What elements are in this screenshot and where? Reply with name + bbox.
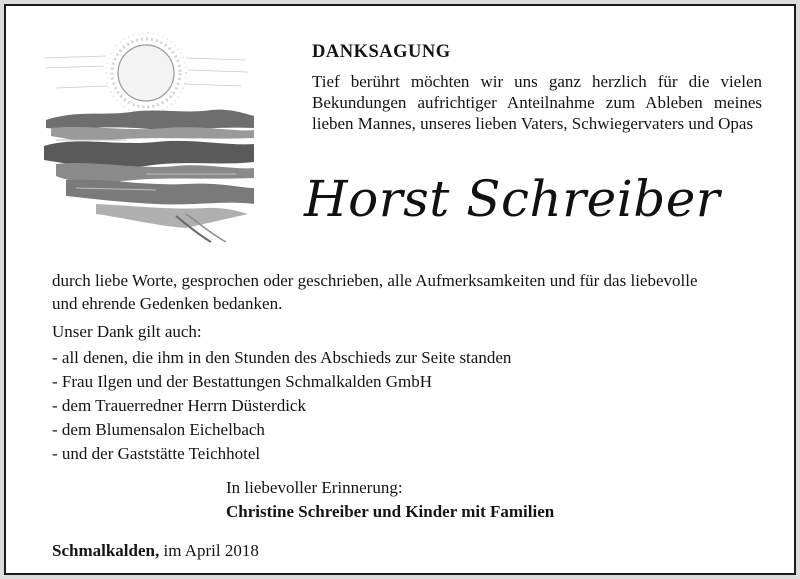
deceased-name: Horst Schreiber (304, 170, 721, 228)
obituary-notice (4, 4, 796, 575)
moon-landscape-illustration (36, 28, 256, 246)
thanks-title: Unser Dank gilt auch: (52, 322, 202, 341)
list-item: - dem Blumensalon Eichelbach (52, 420, 265, 439)
list-item: - Frau Ilgen und der Bestattungen Schmalkalden GmbH (52, 372, 433, 391)
place-date (52, 541, 259, 561)
memory-block (226, 476, 554, 524)
notice-heading: DANKSAGUNG (312, 42, 451, 62)
place: Schmalkalden, (52, 541, 160, 560)
moon-icon (106, 33, 186, 113)
list-item: - all denen, die ihm in den Stunden des Abschieds zur Seite standen (52, 348, 512, 367)
intro-paragraph: Tief berührt möchten wir uns ganz herzlich für die vielen Bekundungen aufrichtiger Anteilnahme zum Ableben meines lieben Mannes, unseres lieben Vaters, Schwiegervaters und Opas (312, 72, 762, 133)
signers: Christine Schreiber und Kinder mit Familien (226, 502, 555, 521)
date: im April 2018 (163, 541, 259, 560)
list-item: - und der Gaststätte Teichhotel (52, 444, 261, 463)
thanks-list (52, 346, 511, 466)
memory-intro: In liebevoller Erinnerung: (226, 478, 403, 497)
list-item: - dem Trauerredner Herrn Düsterdick (52, 396, 306, 415)
body-paragraph: durch liebe Worte, gesprochen oder geschrieben, alle Aufmerksamkeiten und für das liebevolle und ehrende Gedenken bedanken. (52, 271, 698, 313)
